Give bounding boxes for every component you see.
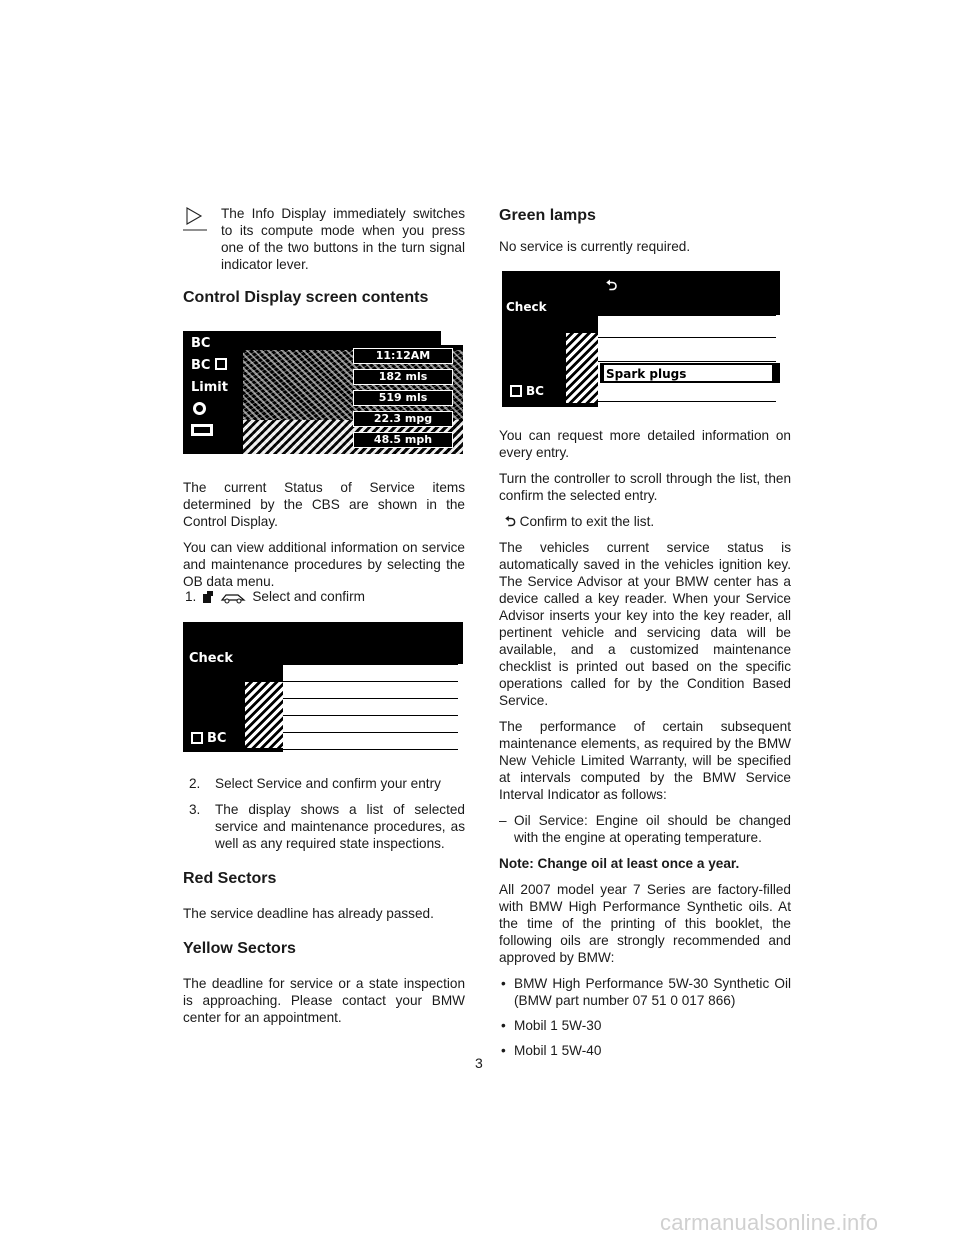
screen3-bc-icon — [510, 385, 522, 397]
step-1 — [183, 588, 465, 605]
green-text: No service is currently required. — [499, 239, 691, 254]
yellow-text: The deadline for service or a state inspection is approaching. Please contact your BMW center for an appointment. — [183, 976, 465, 1025]
value-mpg: 22.3 mpg — [353, 411, 453, 427]
para-cbs: The current Status of Service items determined by the CBS are shown in the Control Display. — [183, 480, 465, 529]
bc-display-screen — [183, 324, 463, 454]
value-speed: 48.5 mph — [353, 432, 453, 448]
left-column — [183, 205, 465, 1035]
intro-text: The Info Display immediately switches to its compute mode when you press one of the two buttons in the turn signal indicator lever. — [221, 206, 465, 272]
screen3-check-label: Check — [506, 300, 547, 314]
value-range-2: 519 mls — [353, 390, 453, 406]
screen2-bc-label: BC — [207, 731, 227, 746]
page-number: 3 — [475, 1055, 483, 1071]
watermark[interactable]: carmanualsonline.info — [660, 1210, 879, 1235]
screen3-spark-plugs: Spark plugs — [606, 367, 687, 381]
para-status: The vehicles current service status is automatically saved in the vehicles ignition key. The Service Advisor at your BMW center has a device called a key reader. When your Service Advisor inserts your key into the key reader, all pertinent vehicle and servicing data will be available, and a customized maintenance checklist is printed out based on the specific operations called for by the Condition Based Service. — [499, 540, 791, 708]
menu-label-bc-2: BC — [191, 358, 211, 373]
check-screen-left — [183, 622, 463, 752]
step-1-number: 1. — [185, 589, 197, 604]
menu-label-bc: BC — [191, 336, 211, 351]
para-turn: Turn the controller to scroll through the list, then confirm the selected entry. — [499, 471, 791, 503]
trip-icon — [215, 358, 227, 370]
red-text: The service deadline has already passed. — [183, 906, 434, 921]
note-oil: Note: Change oil at least once a year. — [499, 856, 740, 871]
heading-green-lamps: Green lamps — [499, 207, 596, 224]
car-icon — [220, 590, 246, 604]
oil-service-item: – Oil Service: Engine oil should be changed with the engine at operating temperature. — [499, 813, 791, 845]
intro-note — [183, 205, 465, 273]
list-item: • Mobil 1 5W-40 — [499, 1042, 791, 1059]
para-view: You can view additional information on service and maintenance procedures by selecting the OB data menu. — [183, 540, 465, 589]
heading-red-sectors: Red Sectors — [183, 870, 277, 887]
heading-screen-contents: Control Display screen contents — [183, 289, 429, 306]
note-arrow-icon — [183, 205, 207, 231]
step-1-text: Select and confirm — [252, 589, 365, 604]
right-column — [499, 205, 791, 1067]
menu-icon — [202, 590, 214, 604]
value-time: 11:12AM — [353, 348, 453, 364]
para-2007: All 2007 model year 7 Series are factory-filled with BMW High Performance Synthetic oils. At the time of the printing of this booklet, the following oils are strongly recommended and approved by BMW: — [499, 882, 791, 965]
screen3-bc-label: BC — [526, 384, 544, 398]
back-arrow-icon-inline: ⮌ — [505, 514, 516, 529]
step-3: 3. The display shows a list of selected service and maintenance procedures, as well as any required state inspections. — [189, 802, 465, 851]
timer-icon — [191, 424, 213, 436]
menu-label-limit: Limit — [191, 380, 228, 395]
check-screen-right — [502, 271, 780, 407]
heading-yellow-sectors: Yellow Sectors — [183, 940, 296, 957]
step-2: 2. Select Service and confirm your entry — [189, 776, 441, 791]
steps-list — [183, 775, 465, 852]
list-item: • BMW High Performance 5W-30 Synthetic Oil (BMW part number 07 51 0 017 866) — [499, 975, 791, 1009]
oil-list — [499, 975, 791, 1059]
alarm-clock-icon — [193, 402, 206, 415]
list-item: • Mobil 1 5W-30 — [499, 1017, 791, 1034]
back-arrow-icon: ⮌ — [606, 277, 618, 293]
value-range-1: 182 mls — [353, 369, 453, 385]
para-performance: The performance of certain subsequent maintenance elements, as required by the BMW New Vehicle Limited Warranty, will be specified at intervals computed by the BMW Service Interval Indicator as follows: — [499, 719, 791, 802]
confirm-exit-line: ⮌ Confirm to exit the list. — [505, 514, 655, 529]
para-request: You can request more detailed information on every entry. — [499, 428, 791, 460]
screen2-check-label: Check — [189, 651, 233, 666]
screen2-bc-icon — [191, 732, 203, 744]
